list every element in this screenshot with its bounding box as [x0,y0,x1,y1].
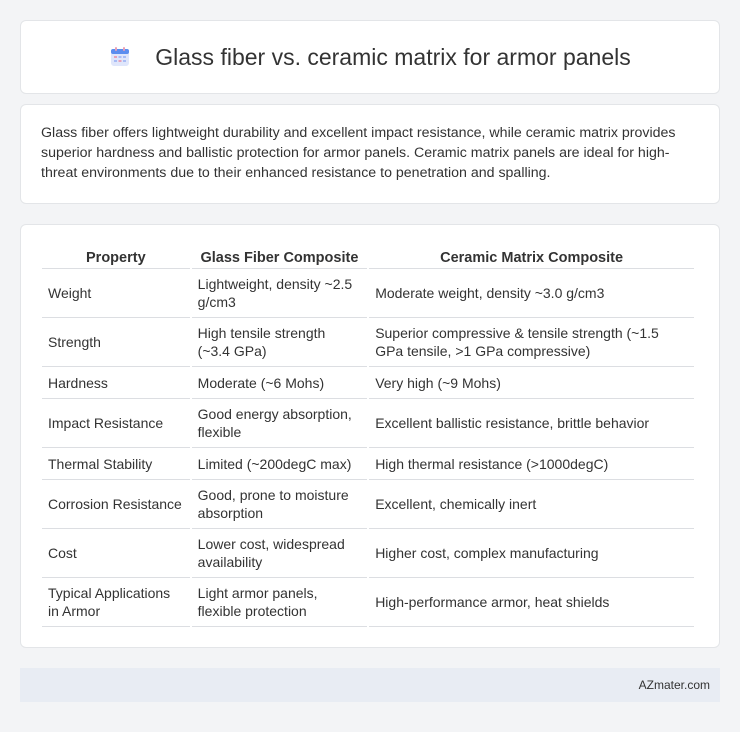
intro-card [20,104,720,204]
table-row [42,367,694,399]
row-ceramic-matrix: Moderate weight, density ~3.0 g/cm3 [369,269,694,318]
comparison-table-card [20,224,720,648]
comparison-table [40,245,696,627]
row-glass-fiber: Good energy absorption, flexible [192,399,368,448]
table-row [42,448,694,480]
table-row [42,399,694,448]
row-property: Hardness [42,367,190,399]
row-ceramic-matrix: High thermal resistance (>1000degC) [369,448,694,480]
row-property: Typical Applications in Armor [42,578,190,627]
header-glass-fiber: Glass Fiber Composite [192,245,368,269]
row-glass-fiber: Moderate (~6 Mohs) [192,367,368,399]
table-header-row [42,245,694,269]
title-card [20,20,720,94]
header-ceramic-matrix: Ceramic Matrix Composite [369,245,694,269]
row-ceramic-matrix: Excellent, chemically inert [369,480,694,529]
footer-brand[interactable]: AZmater.com [638,678,710,692]
intro-text: Glass fiber offers lightweight durability and excellent impact resistance, while ceramic matrix provides superior hardness and ballistic protection for armor panels. Ceramic matrix panels are ideal for high-threat environments due to their enhanced resistance to penetration and spalling. [41,125,676,181]
row-glass-fiber: Limited (~200degC max) [192,448,368,480]
page-title: Glass fiber vs. ceramic matrix for armor panels [155,43,631,70]
table-row [42,529,694,578]
row-ceramic-matrix: Very high (~9 Mohs) [369,367,694,399]
row-ceramic-matrix: Excellent ballistic resistance, brittle behavior [369,399,694,448]
row-glass-fiber: Light armor panels, flexible protection [192,578,368,627]
row-ceramic-matrix: Higher cost, complex manufacturing [369,529,694,578]
row-property: Thermal Stability [42,448,190,480]
row-property: Weight [42,269,190,318]
footer [20,668,720,702]
calendar-icon [109,46,131,68]
row-glass-fiber: Lightweight, density ~2.5 g/cm3 [192,269,368,318]
header-property: Property [42,245,190,269]
row-property: Strength [42,318,190,367]
table-row [42,318,694,367]
table-row [42,269,694,318]
row-glass-fiber: Lower cost, widespread availability [192,529,368,578]
table-row [42,578,694,627]
row-property: Impact Resistance [42,399,190,448]
row-glass-fiber: Good, prone to moisture absorption [192,480,368,529]
row-property: Corrosion Resistance [42,480,190,529]
row-ceramic-matrix: High-performance armor, heat shields [369,578,694,627]
row-ceramic-matrix: Superior compressive & tensile strength (~1.5 GPa tensile, >1 GPa compressive) [369,318,694,367]
row-glass-fiber: High tensile strength (~3.4 GPa) [192,318,368,367]
row-property: Cost [42,529,190,578]
table-row [42,480,694,529]
